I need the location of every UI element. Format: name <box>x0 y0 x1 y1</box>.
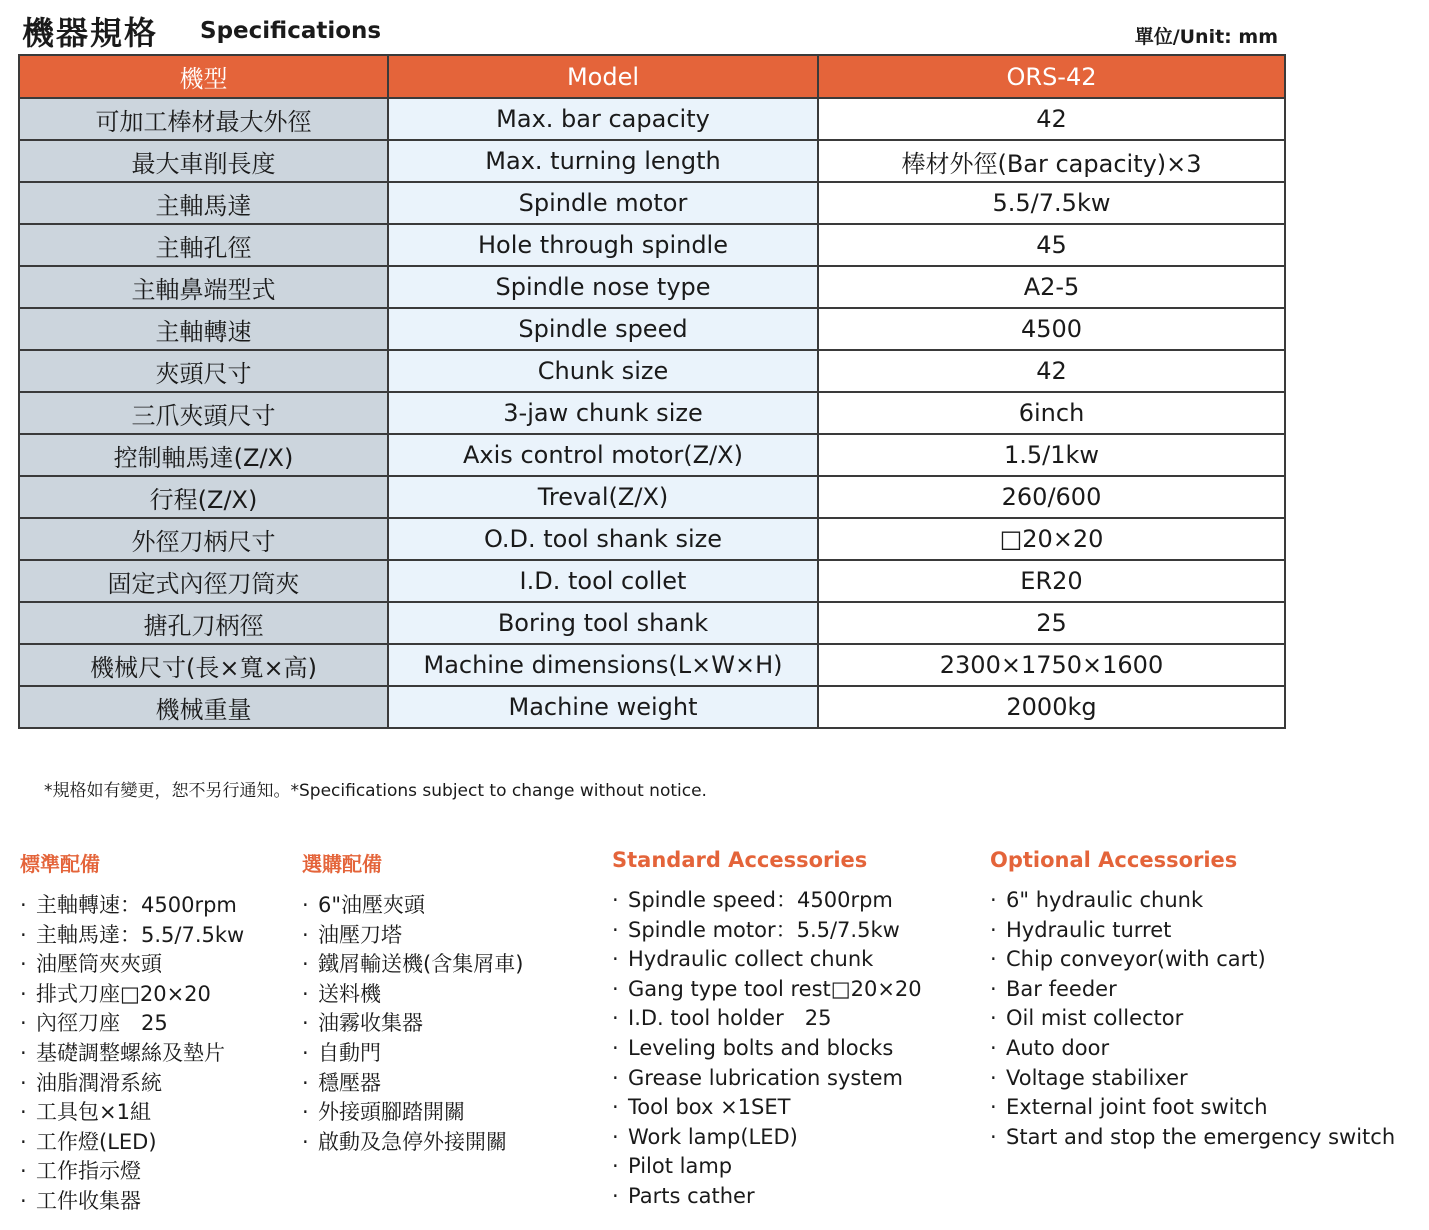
list-item-text: 油壓刀塔 <box>318 922 402 947</box>
bullet-icon: · <box>612 947 619 972</box>
spec-value: 260/600 <box>818 476 1285 518</box>
bullet-icon: · <box>302 1100 309 1125</box>
list-item-text: 內徑刀座 25 <box>36 1011 168 1036</box>
list-item <box>20 950 244 980</box>
table-row <box>19 224 1285 266</box>
list-item <box>20 891 244 921</box>
list-item-text: Chip conveyor(with cart) <box>1006 947 1266 972</box>
list-item <box>612 945 922 975</box>
list-item <box>612 916 922 946</box>
list-item <box>20 921 244 951</box>
bullet-icon: · <box>20 922 27 947</box>
table-row <box>19 392 1285 434</box>
list-item-text: Pilot lamp <box>628 1154 733 1179</box>
table-row <box>19 308 1285 350</box>
list-item <box>612 975 922 1005</box>
page-title-zh: 機器規格 <box>22 14 159 52</box>
spec-label-zh: 機械尺寸(長×寬×高) <box>19 644 388 686</box>
list-item-text: Hydraulic turret <box>1006 917 1172 942</box>
spec-label-en: Spindle nose type <box>388 266 818 308</box>
list-item-text: 工作指示燈 <box>36 1159 141 1184</box>
list-item <box>990 975 1395 1005</box>
list-item <box>302 1039 523 1069</box>
bullet-icon: · <box>612 1124 619 1149</box>
optional-accessories-en <box>990 848 1395 1152</box>
spec-label-zh: 可加工棒材最大外徑 <box>19 98 388 140</box>
spec-value: 2300×1750×1600 <box>818 644 1285 686</box>
col-header-zh: 機型 <box>19 55 388 98</box>
list-item <box>612 1123 922 1153</box>
list-item-text: 自動門 <box>318 1040 381 1065</box>
list-item-text: 油脂潤滑系統 <box>36 1070 162 1095</box>
spec-label-en: Spindle motor <box>388 182 818 224</box>
table-row <box>19 98 1285 140</box>
table-row <box>19 644 1285 686</box>
bullet-icon: · <box>990 1065 997 1090</box>
list-item <box>612 1152 922 1182</box>
list-item <box>20 1039 244 1069</box>
bullet-icon: · <box>302 1070 309 1095</box>
spec-value: 42 <box>818 350 1285 392</box>
spec-label-en: Max. bar capacity <box>388 98 818 140</box>
spec-value: 45 <box>818 224 1285 266</box>
spec-label-zh: 三爪夾頭尺寸 <box>19 392 388 434</box>
bullet-icon: · <box>20 1100 27 1125</box>
section-title: 選購配備 <box>302 852 382 876</box>
spec-table-header <box>19 55 1285 98</box>
spec-label-zh: 夾頭尺寸 <box>19 350 388 392</box>
spec-label-zh: 主軸孔徑 <box>19 224 388 266</box>
table-row <box>19 140 1285 182</box>
list-item-text: 送料機 <box>318 981 381 1006</box>
list-item-text: 主軸轉速：4500rpm <box>36 893 237 917</box>
spec-value: 5.5/7.5kw <box>818 182 1285 224</box>
bullet-icon: · <box>302 893 309 917</box>
spec-value: 1.5/1kw <box>818 434 1285 476</box>
list-item <box>20 980 244 1010</box>
bullet-icon: · <box>990 1095 997 1120</box>
bullet-icon: · <box>990 1124 997 1149</box>
list-item-text: 工件收集器 <box>36 1188 141 1213</box>
list-item-text: 外接頭腳踏開關 <box>318 1100 465 1125</box>
list-item-text: 基礎調整螺絲及墊片 <box>36 1040 225 1065</box>
table-row <box>19 350 1285 392</box>
table-row <box>19 182 1285 224</box>
spec-label-en: Boring tool shank <box>388 602 818 644</box>
list-item-text: Start and stop the emergency switch <box>1006 1124 1396 1149</box>
list-item <box>302 950 523 980</box>
list-item <box>20 1187 244 1217</box>
list-item-text: I.D. tool holder 25 <box>628 1006 832 1031</box>
spec-label-zh: 固定式內徑刀筒夾 <box>19 560 388 602</box>
bullet-icon: · <box>20 1159 27 1184</box>
list-item <box>302 980 523 1010</box>
list-item <box>20 1157 244 1187</box>
list-item <box>302 1069 523 1099</box>
list-item-text: Spindle motor：5.5/7.5kw <box>628 917 900 942</box>
spec-label-en: I.D. tool collet <box>388 560 818 602</box>
list-item <box>302 921 523 951</box>
list-item-text: Oil mist collector <box>1006 1006 1184 1031</box>
bullet-icon: · <box>612 1154 619 1179</box>
list-item-text: Gang type tool rest□20×20 <box>628 976 922 1001</box>
list-item-text: 6"油壓夾頭 <box>318 893 426 917</box>
col-header-ors42: ORS-42 <box>818 55 1285 98</box>
spec-label-zh: 外徑刀柄尺寸 <box>19 518 388 560</box>
spec-label-en: Treval(Z/X) <box>388 476 818 518</box>
bullet-icon: · <box>302 981 309 1006</box>
spec-label-zh: 行程(Z/X) <box>19 476 388 518</box>
bullet-icon: · <box>302 1129 309 1154</box>
bullet-icon: · <box>20 1040 27 1065</box>
bullet-icon: · <box>302 952 309 977</box>
bullet-icon: · <box>990 1006 997 1031</box>
table-row <box>19 518 1285 560</box>
list-item-text: 啟動及急停外接開關 <box>318 1129 507 1154</box>
list-item <box>612 1034 922 1064</box>
table-row <box>19 434 1285 476</box>
list-item <box>990 916 1395 946</box>
list-item <box>20 1098 244 1128</box>
disclaimer-note: *規格如有變更，恕不另行通知。*Specifications subject to change without notice. <box>44 781 707 801</box>
spec-label-en: O.D. tool shank size <box>388 518 818 560</box>
bullet-icon: · <box>20 1188 27 1213</box>
list-item-text: Parts cather <box>628 1183 755 1208</box>
spec-value: A2-5 <box>818 266 1285 308</box>
list-item <box>302 1009 523 1039</box>
list-item-text: 油霧收集器 <box>318 1011 423 1036</box>
list-item-text: 6" hydraulic chunk <box>1006 888 1204 912</box>
bullet-icon: · <box>612 1095 619 1120</box>
section-title: Standard Accessories <box>612 848 868 872</box>
bullet-icon: · <box>990 976 997 1001</box>
spec-value: 25 <box>818 602 1285 644</box>
list-item-text: Spindle speed：4500rpm <box>628 888 893 912</box>
spec-label-en: Machine weight <box>388 686 818 728</box>
page-title-en: Specifications <box>200 18 382 44</box>
list-item <box>990 1004 1395 1034</box>
unit-label: 單位/Unit: mm <box>1134 26 1278 48</box>
bullet-icon: · <box>990 1035 997 1060</box>
list-item-text: 穩壓器 <box>318 1070 381 1095</box>
bullet-icon: · <box>612 888 619 912</box>
standard-accessories-en <box>612 848 922 1212</box>
bullet-icon: · <box>302 1040 309 1065</box>
table-row <box>19 686 1285 728</box>
spec-label-en: Chunk size <box>388 350 818 392</box>
spec-label-zh: 最大車削長度 <box>19 140 388 182</box>
bullet-icon: · <box>990 917 997 942</box>
bullet-icon: · <box>612 917 619 942</box>
spec-value: 2000kg <box>818 686 1285 728</box>
bullet-icon: · <box>990 947 997 972</box>
list-item <box>302 1098 523 1128</box>
list-item-text: External joint foot switch <box>1006 1095 1268 1120</box>
list-item-text: Tool box ×1SET <box>628 1095 791 1120</box>
bullet-icon: · <box>20 952 27 977</box>
bullet-icon: · <box>612 1006 619 1031</box>
spec-label-en: Spindle speed <box>388 308 818 350</box>
list-item <box>990 1093 1395 1123</box>
section-title: 標準配備 <box>20 852 100 876</box>
list-item <box>302 1128 523 1158</box>
list-item <box>302 891 523 921</box>
spec-table <box>18 54 1286 729</box>
list-item <box>990 1034 1395 1064</box>
bullet-icon: · <box>20 981 27 1006</box>
list-item-text: Hydraulic collect chunk <box>628 947 874 972</box>
bullet-icon: · <box>20 1011 27 1036</box>
list-item-text: Grease lubrication system <box>628 1065 903 1090</box>
list-item <box>20 1009 244 1039</box>
spec-label-zh: 主軸轉速 <box>19 308 388 350</box>
list-item <box>612 1093 922 1123</box>
list-item <box>612 1064 922 1094</box>
bullet-icon: · <box>20 1129 27 1154</box>
bullet-icon: · <box>302 922 309 947</box>
list-item <box>20 1128 244 1158</box>
list-item-text: Auto door <box>1006 1035 1110 1060</box>
spec-label-en: Axis control motor(Z/X) <box>388 434 818 476</box>
list-item <box>612 886 922 916</box>
optional-accessories-zh <box>302 848 523 1157</box>
spec-label-zh: 主軸馬達 <box>19 182 388 224</box>
col-header-model: Model <box>388 55 818 98</box>
page-header <box>22 8 1282 52</box>
bullet-icon: · <box>20 1070 27 1095</box>
list-item-text: Leveling bolts and blocks <box>628 1035 894 1060</box>
list-item-text: 主軸馬達：5.5/7.5kw <box>36 922 245 947</box>
table-row <box>19 476 1285 518</box>
bullet-icon: · <box>990 888 997 912</box>
bullet-icon: · <box>612 976 619 1001</box>
spec-value: 6inch <box>818 392 1285 434</box>
list-item-text: 鐵屑輸送機(含集屑車) <box>318 952 524 977</box>
section-title: Optional Accessories <box>990 848 1238 872</box>
list-item <box>20 1069 244 1099</box>
list-item-text: Voltage stabilixer <box>1006 1065 1188 1090</box>
list-item-text: Bar feeder <box>1006 976 1117 1001</box>
table-row <box>19 560 1285 602</box>
spec-label-en: Max. turning length <box>388 140 818 182</box>
spec-value: 棒材外徑(Bar capacity)×3 <box>818 140 1285 182</box>
bullet-icon: · <box>612 1035 619 1060</box>
spec-label-zh: 主軸鼻端型式 <box>19 266 388 308</box>
spec-value: □20×20 <box>818 518 1285 560</box>
spec-label-en: 3-jaw chunk size <box>388 392 818 434</box>
list-item-text: 油壓筒夾夾頭 <box>36 952 162 977</box>
list-item-text: 工作燈(LED) <box>36 1129 157 1154</box>
spec-label-en: Hole through spindle <box>388 224 818 266</box>
list-item <box>990 945 1395 975</box>
spec-label-en: Machine dimensions(L×W×H) <box>388 644 818 686</box>
list-item <box>612 1004 922 1034</box>
bullet-icon: · <box>302 1011 309 1036</box>
spec-label-zh: 搪孔刀柄徑 <box>19 602 388 644</box>
standard-accessories-zh <box>20 848 244 1217</box>
spec-label-zh: 機械重量 <box>19 686 388 728</box>
spec-value: 42 <box>818 98 1285 140</box>
list-item <box>612 1182 922 1212</box>
list-item <box>990 1064 1395 1094</box>
bullet-icon: · <box>612 1065 619 1090</box>
spec-label-zh: 控制軸馬達(Z/X) <box>19 434 388 476</box>
spec-value: ER20 <box>818 560 1285 602</box>
bullet-icon: · <box>20 893 27 917</box>
table-row <box>19 602 1285 644</box>
list-item-text: Work lamp(LED) <box>628 1124 798 1149</box>
list-item <box>990 1123 1395 1153</box>
list-item <box>990 886 1395 916</box>
list-item-text: 工具包×1組 <box>36 1100 151 1125</box>
bullet-icon: · <box>612 1183 619 1208</box>
table-row <box>19 266 1285 308</box>
spec-value: 4500 <box>818 308 1285 350</box>
list-item-text: 排式刀座□20×20 <box>36 981 211 1006</box>
